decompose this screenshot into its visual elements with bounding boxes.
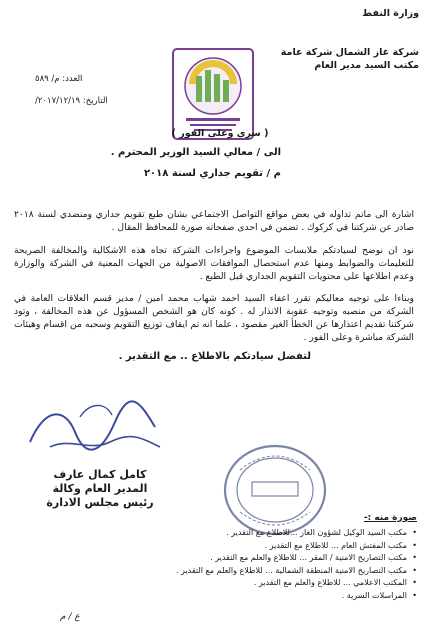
bullet-icon: • xyxy=(412,553,417,562)
body-paragraph: اشارة الى ماتم تداوله في بعض مواقع التواصل الاجتماعي بشان طبع تقويم جداري ومنضدي لسنة ٢٠١٨ صادر عن شركتنا في كركوك . تضمن في احدى صفحاته صورة للمحافظ المقال . xyxy=(14,209,414,233)
company-line: شركة غاز الشمال شركة عامة xyxy=(280,47,419,58)
document-date: التاريخ: ٢٠١٧/١٢/١٩/ xyxy=(35,96,108,106)
copy-recipient: مكتب السيد الوكيل لشؤون الغاز ...للاطلاع مع التقدير . xyxy=(226,528,407,537)
official-stamp xyxy=(220,440,330,540)
copy-recipient: مكتب المفتش العام ... للاطلاع مع التقدير . xyxy=(264,540,407,550)
company-logo xyxy=(172,48,254,140)
list-item xyxy=(147,577,417,590)
body-paragraph: نود ان نوضح لسيادتكم ملابسات الموضوع واجراءات الشركة تجاه هذه الاشكالية والمخالفة الصريحة للتعليمات والضوابط ومنها عدم استحصال الموافقات الاصولية من الجهات المعنية في الشركة والوزارة وعدم اطلاعها على محتويات التقويم الجداري قبل الطبع . xyxy=(14,245,414,282)
bullet-icon: • xyxy=(412,590,417,600)
list-item xyxy=(147,565,417,578)
signatory-title: المدير العام وكالة xyxy=(52,482,148,495)
ministry-name: وزارة النفط xyxy=(362,8,419,19)
copy-recipient: المراسلات السرية . xyxy=(341,590,407,600)
copy-recipient: مكتب التصاريح الامنية / المقر ... للاطلاع والعلم مع التقدير . xyxy=(210,553,407,562)
bullet-icon: • xyxy=(412,528,417,537)
handwritten-note: ع / م xyxy=(60,612,80,622)
signatory-name: كامل كمال عارف xyxy=(53,468,147,481)
confidential-label: ( سري وعلى الفور ) xyxy=(171,128,269,139)
list-item xyxy=(147,540,417,553)
copy-recipient: مكتب التصاريح الامنية المنطقة الشمالية ... للاطلاع والعلم مع التقدير . xyxy=(175,565,407,575)
closing-line: لتفضل سيادتكم بالاطلاع .. مع التقدير . xyxy=(118,351,311,362)
company-line: مكتب السيد مدير العام xyxy=(314,60,419,71)
body-paragraph: وبناءا على توجيه معاليكم تقرر اعفاء السيد احمد شهاب محمد امين / مدير قسم العلاقات العامة في الشركة من منصبه وتوجيه عقوبة الانذار له . كونه كان هو الشخص المسؤول عن هذه المخالفة ، وتود شركتنا تقديم اعتذارها عن الخطأ الغير مقصود ، علما انه تم ايقاف توزيع التقويم وسحبه من اقسام وهيئات الشركة مباشرة وعلى الفور . xyxy=(14,293,414,343)
copies-list xyxy=(147,527,417,602)
bullet-icon: • xyxy=(412,578,417,587)
copies-title: صورة منه :- xyxy=(363,513,417,523)
signatory-title: رئيس مجلس الادارة xyxy=(46,496,154,509)
document-number: العدد: م/ ٥٨٩ xyxy=(35,74,83,84)
subject-line: م / تقويم جداري لسنة ٢٠١٨ xyxy=(143,168,281,179)
bullet-icon: • xyxy=(412,540,417,550)
salutation: الى / معالي السيد الوزير المحترم . xyxy=(110,147,281,158)
bullet-icon: • xyxy=(412,565,417,575)
list-item xyxy=(147,552,417,565)
company-header xyxy=(269,46,419,72)
handwritten-signature xyxy=(20,397,170,467)
list-item xyxy=(147,527,417,540)
signatory-block xyxy=(30,468,170,510)
list-item xyxy=(147,590,417,603)
copy-recipient: المكتب الاعلامي ... للاطلاع والعلم مع التقدير . xyxy=(253,578,407,587)
